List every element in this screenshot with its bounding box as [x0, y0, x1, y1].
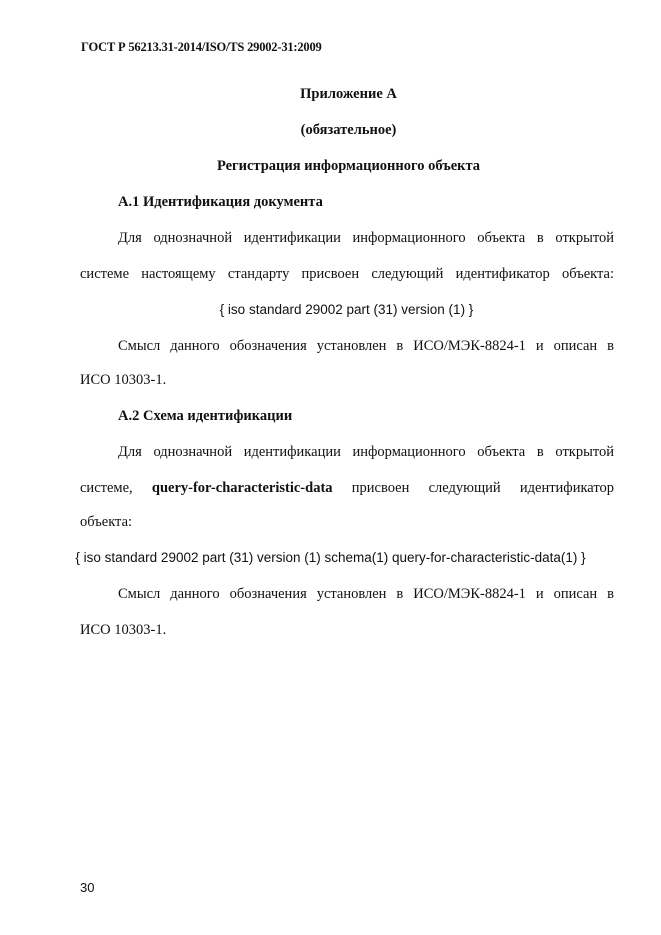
section-a2-para2-line2: ИСО 10303-1.	[80, 622, 167, 638]
appendix-subject: Регистрация информационного объекта	[216, 158, 481, 174]
section-a1-para1-line2: системе настоящему стандарту присвоен следующий идентификатор объекта:	[80, 266, 614, 282]
document-header-code: ГОСТ Р 56213.31-2014/ISO/TS 29002-31:2009	[81, 40, 322, 54]
section-a2-para2-line1: Смысл данного обозначения установлен в ИСО/МЭК-8824-1 и описан в	[118, 586, 614, 602]
section-a1-para2-line1: Смысл данного обозначения установлен в ИСО/МЭК-8824-1 и описан в	[118, 338, 614, 354]
section-a2-para1-line2	[80, 480, 614, 497]
page-number: 30	[80, 880, 95, 895]
section-a1-identifier: { iso standard 29002 part (31) version (1) }	[219, 302, 474, 317]
appendix-title: Приложение А	[300, 86, 397, 102]
section-a2-heading: А.2 Схема идентификации	[118, 408, 293, 424]
section-a1-para1-line1: Для однозначной идентификации информационного объекта в открытой	[118, 230, 614, 246]
appendix-status: (обязательное)	[300, 122, 397, 138]
section-a2-text-assigned: присвоен следующий идентификатор	[351, 480, 614, 496]
section-a2-identifier: { iso standard 29002 part (31) version (1) schema(1) query-for-characteristic-data(1) }	[75, 550, 586, 565]
section-a2-para1-line3: объекта:	[80, 514, 133, 530]
section-a1-para2-line2: ИСО 10303-1.	[80, 372, 167, 388]
section-a2-text-system: системе,	[80, 480, 133, 496]
section-a2-term: query-for-characteristic-data	[151, 480, 333, 496]
section-a2-para1-line1: Для однозначной идентификации информационного объекта в открытой	[118, 444, 614, 460]
section-a1-heading: А.1 Идентификация документа	[118, 194, 323, 210]
